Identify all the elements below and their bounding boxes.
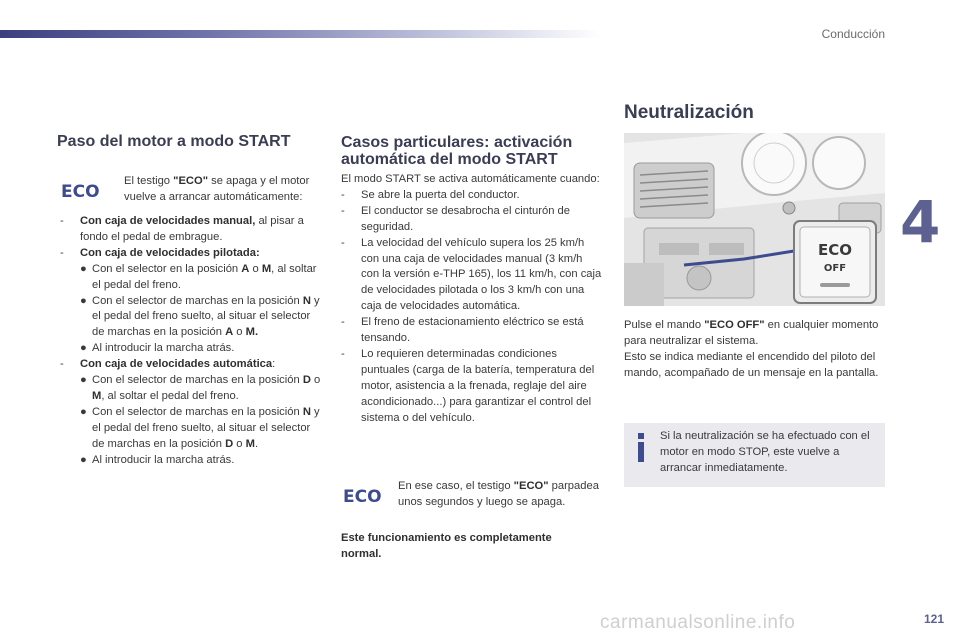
list-item: ● Al introducir la marcha atrás. bbox=[80, 453, 235, 466]
list-item: ● Con el selector de marchas en la posición N y el pedal del freno suelto, al situar el selector de marchas en la posición A o M. bbox=[80, 294, 320, 339]
info-icon bbox=[634, 433, 648, 463]
special-cases-intro: El modo START se activa automáticamente cuando: bbox=[341, 173, 600, 185]
list-item: ● Con el selector de marchas en la posición N y el pedal del freno suelto, al situar el selector de marchas en la posición D o M. bbox=[80, 405, 320, 450]
list-item: ● Con el selector de marchas en la posición D o M, al soltar el pedal del freno. bbox=[80, 374, 321, 402]
section-title: Conducción bbox=[821, 27, 885, 41]
eco-icon-label: ECO bbox=[343, 487, 382, 507]
list-item: - Con caja de velocidades automática: bbox=[60, 358, 276, 371]
list-item: - Se abre la puerta del conductor. bbox=[341, 188, 520, 201]
start-mode-title: Paso del motor a modo START bbox=[57, 133, 291, 150]
list-item: - El conductor se desabrocha el cinturón de seguridad. bbox=[341, 204, 570, 233]
list-item: - El freno de estacionamiento eléctrico se está tensando. bbox=[341, 316, 584, 345]
neutralization-title: Neutralización bbox=[624, 102, 754, 123]
chapter-number: 4 bbox=[900, 188, 941, 256]
list-item: ● Al introducir la marcha atrás. bbox=[80, 342, 235, 355]
list-item: - Con caja de velocidades manual, al pisar a fondo el pedal de embrague. bbox=[60, 215, 304, 243]
special-cases-list bbox=[341, 172, 603, 427]
special-cases-title: Casos particulares: activación automática del modo START bbox=[341, 134, 573, 168]
eco-off-button-bottom: OFF bbox=[823, 263, 847, 274]
list-item: - La velocidad del vehículo supera los 25 km/h con una caja de velocidades manual (3 km/h con la versión e-THP 165), los 11 km/h, con caja de velocidades pilotada o los 3 km/h con una caja de velocidades automática. bbox=[341, 236, 602, 313]
normal-operation-note: Este funcionamiento es completamente normal. bbox=[341, 532, 552, 560]
start-mode-list bbox=[60, 214, 322, 469]
list-item: ● Con el selector en la posición A o M, al soltar el pedal del freno. bbox=[80, 262, 317, 291]
eco-off-button-top: ECO bbox=[817, 241, 853, 259]
list-item: - Lo requieren determinadas condiciones puntuales (carga de la batería, temperatura del motor, asistencia a la frenada, reglaje del aire acondicionado...) para garantizar el control del sistema o del vehículo. bbox=[341, 347, 595, 424]
eco-blink-note: En ese caso, el testigo "ECO" parpadea unos segundos y luego se apaga. bbox=[398, 480, 599, 508]
start-mode-intro: El testigo "ECO" se apaga y el motor vuelve a arrancar automáticamente: bbox=[124, 175, 310, 203]
watermark: carmanualsonline.info bbox=[600, 612, 796, 633]
info-box bbox=[624, 423, 885, 487]
page-number: 121 bbox=[923, 612, 944, 626]
eco-warning-icon bbox=[60, 180, 104, 202]
eco-icon-label: ECO bbox=[61, 182, 100, 202]
info-text: Si la neutralización se ha efectuado con el motor en modo STOP, este vuelve a arrancar inmediatamente. bbox=[660, 430, 870, 474]
eco-warning-icon bbox=[342, 485, 386, 507]
header-gradient-bar bbox=[0, 30, 600, 38]
dashboard-photo bbox=[624, 133, 885, 306]
neutralization-text: Pulse el mando "ECO OFF" en cualquier momento para neutralizar el sistema. Esto se indica mediante el encendido del piloto del mando, acompañado de un mensaje en la pantalla. bbox=[624, 319, 879, 379]
list-item: - Con caja de velocidades pilotada: bbox=[60, 246, 260, 259]
